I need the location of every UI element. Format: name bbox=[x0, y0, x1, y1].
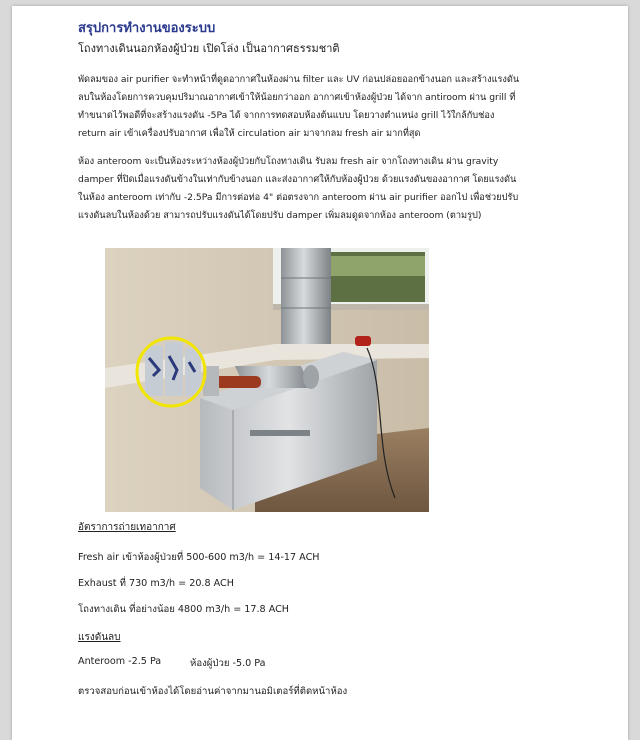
paragraph-1 bbox=[78, 71, 598, 143]
air-purifier-photo bbox=[105, 248, 429, 512]
document-subtitle: โถงทางเดินนอกห้องผู้ป่วย เปิดโล่ง เป็นอากาศธรรมชาติ bbox=[78, 42, 340, 55]
paragraph-1-line: พัดลมของ air purifier จะทำหน้าที่ดูดอากาศในห้องผ่าน filter และ UV ก่อนปล่อยออกข้างนอก และสร้างแรงดัน bbox=[78, 74, 520, 85]
manometer-note: ตรวจสอบก่อนเข้าห้องได้โดยอ่านค่าจากมานอมิเตอร์ที่ติดหน้าห้อง bbox=[78, 686, 348, 697]
document-title: สรุปการทำงานของระบบ bbox=[78, 21, 216, 36]
paragraph-2-line: แรงดันลบในห้องด้วย สามารถปรับแรงดันได้โดยปรับ damper เพิ่มลมดูดจากห้อง anteroom (ตามรูป) bbox=[78, 210, 482, 221]
pressure-heading: แรงดันลบ bbox=[78, 632, 121, 643]
corridor-rate: โถงทางเดิน ที่อย่างน้อย 4800 m3/h = 17.8 ACH bbox=[78, 604, 290, 615]
paragraph-2-line: ในห้อง anteroom เท่ากับ -2.5Pa มีการต่อท่อ 4" ต่อตรงจาก anteroom ผ่าน air purifier ออกไป เพื่อช่วยปรับ bbox=[78, 192, 519, 203]
paragraph-2-line: damper ที่ปิดเมื่อแรงดันข้างในเท่ากับข้างนอก และส่งอากาศให้กับห้องผู้ป่วย ด้วยแรงดันของอากาศ โดยแรงดัน bbox=[78, 174, 517, 185]
air-purifier-photo-image bbox=[105, 248, 429, 512]
exhaust-rate: Exhaust ที่ 730 m3/h = 20.8 ACH bbox=[78, 578, 234, 589]
fresh-air-rate: Fresh air เข้าห้องผู้ป่วยที่ 500-600 m3/h = 14-17 ACH bbox=[78, 552, 320, 563]
paragraph-2-line: ห้อง anteroom จะเป็นห้องระหว่างห้องผู้ป่วยกับโถงทางเดิน รับลม fresh air จากโถงทางเดิน ผ่าน gravity bbox=[78, 156, 499, 167]
paragraph-1-line: ลบในห้องโดยการควบคุมปริมาณอากาศเข้าให้น้อยกว่าออก อากาศเข้าห้องผู้ป่วย ได้จาก antiroom ผ่าน grill ที่ bbox=[78, 92, 516, 103]
paragraph-1-line: return air เข้าเครื่องปรับอากาศ เพื่อให้ circulation air มาจากลม fresh air มากที่สุด bbox=[78, 128, 421, 139]
paragraph-1-line: ทำขนาดไว้พอดีที่จะสร้างแรงดัน -5Pa ได้ จากการทดสอบห้องต้นแบบ โดยวางตำแหน่ง grill ไว้ใกล้กับช่อง bbox=[78, 110, 495, 121]
paragraph-2 bbox=[78, 153, 598, 225]
document-page bbox=[12, 6, 628, 740]
anteroom-pressure: Anteroom -2.5 Pa bbox=[78, 656, 162, 667]
document-content bbox=[78, 20, 598, 225]
patient-room-pressure: ห้องผู้ป่วย -5.0 Pa bbox=[190, 658, 266, 669]
air-exchange-heading: อัตราการถ่ายเทอากาศ bbox=[78, 522, 176, 533]
